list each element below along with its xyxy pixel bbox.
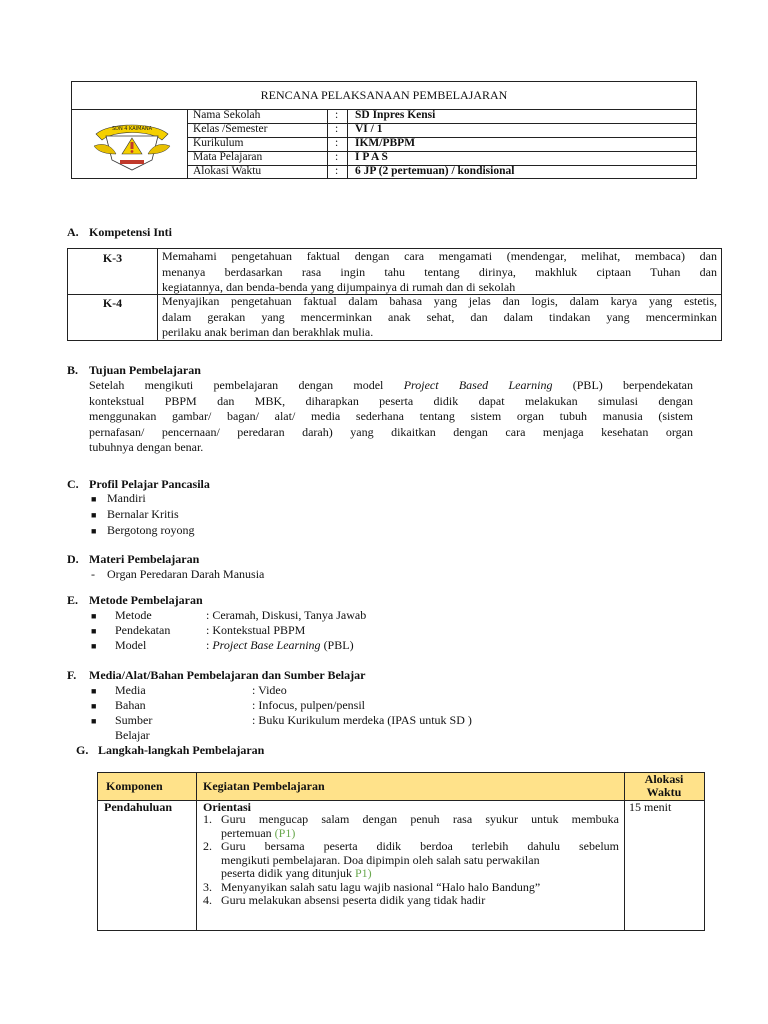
- materi-list: [91, 567, 264, 582]
- tujuan-line: [89, 378, 693, 394]
- info-label: Kelas /Semester: [193, 123, 268, 135]
- metode-label: Metode: [115, 608, 152, 622]
- pendekatan-value: : Kontekstual PBPM: [206, 623, 306, 637]
- step-text: peserta didik yang ditunjuk: [221, 866, 352, 880]
- tujuan-model-name: Project Based Learning: [403, 378, 553, 392]
- school-logo-icon: [90, 116, 174, 172]
- row-waktu-cell: 15 menit: [629, 800, 672, 814]
- section-title: Profil Pelajar Pancasila: [89, 477, 210, 491]
- section-letter: G.: [76, 743, 89, 757]
- step-text: mengikuti pembelajaran. Doa dipimpin oleh salah satu perwakilan: [221, 852, 540, 867]
- k4-code: K-4: [102, 296, 123, 310]
- media-value: : Video: [252, 683, 287, 697]
- info-row-time: [187, 165, 697, 179]
- section-title: Media/Alat/Bahan Pembelajaran dan Sumber Belajar: [89, 668, 366, 682]
- bullet-square-icon: ■: [91, 641, 97, 651]
- section-d-heading: [67, 552, 199, 567]
- profil-item-text: Mandiri: [107, 491, 146, 505]
- section-letter: F.: [67, 668, 77, 682]
- info-colon: :: [335, 151, 339, 163]
- stab-col-divider-1: [196, 773, 197, 930]
- k4-line: dalam gerakan yang mencerminkan anak sehat, dan dalam tindakan yang mencerminkan: [162, 309, 717, 324]
- bullet-square-icon: ■: [91, 494, 97, 504]
- section-letter: E.: [67, 593, 79, 607]
- k4-description: [162, 294, 717, 341]
- pendekatan-row: [91, 623, 306, 639]
- step-text: pertemuan: [221, 825, 272, 840]
- profil-item: [91, 523, 194, 539]
- bullet-square-icon: ■: [91, 701, 97, 711]
- section-title: Langkah-langkah Pembelajaran: [98, 743, 265, 757]
- info-value: SD Inpres Kensi: [355, 109, 436, 121]
- profil-item-text: Bernalar Kritis: [107, 507, 179, 521]
- kompetensi-table: [67, 248, 722, 341]
- section-title: Kompetensi Inti: [89, 225, 173, 239]
- section-a-heading: [67, 225, 172, 240]
- header-box: [71, 81, 697, 179]
- k3-line: menanya berdasarkan rasa ingin tahu tentang dirinya, makhluk ciptaan Tuhan dan: [162, 264, 717, 279]
- info-value: IKM/PBPM: [355, 137, 416, 149]
- metode-value: : Ceramah, Diskusi, Tanya Jawab: [206, 608, 367, 622]
- media-label: Media: [115, 683, 146, 697]
- k3-line: kegiatannya, dan benda-benda yang dijumpainya di rumah dan di sekolah: [162, 280, 516, 294]
- step-item: [203, 881, 619, 895]
- model-row: [91, 638, 354, 654]
- pendekatan-label: Pendekatan: [115, 623, 171, 637]
- profil-item: [91, 491, 194, 507]
- info-row-class: [187, 123, 697, 138]
- info-colon: :: [335, 123, 339, 135]
- materi-item-text: Organ Peredaran Darah Manusia: [107, 567, 265, 581]
- section-letter: C.: [67, 477, 79, 491]
- info-label: Nama Sekolah: [193, 109, 261, 121]
- section-b-heading: [67, 363, 201, 378]
- document-title: RENCANA PELAKSANAAN PEMBELAJARAN: [260, 88, 508, 102]
- tujuan-line: kontekstual PBPM dan MBK, diharapkan peserta didik dapat melakukan simulasi dengan: [89, 393, 693, 408]
- step-number: 1.: [203, 812, 212, 826]
- col-komponen-header: Komponen: [106, 779, 163, 793]
- profil-item-text: Bergotong royong: [107, 523, 195, 537]
- col-waktu-header-line: Alokasi: [644, 772, 684, 786]
- info-colon: :: [335, 165, 339, 177]
- row-kegiatan-heading: Orientasi: [203, 800, 251, 814]
- col-waktu-header: [624, 773, 704, 799]
- step-number: 2.: [203, 839, 212, 853]
- info-row-subject: [187, 151, 697, 166]
- sumber-value: : Buku Kurikulum merdeka (IPAS untuk SD ): [252, 713, 472, 727]
- section-g-heading: [76, 743, 264, 758]
- row-komponen-cell: Pendahuluan: [104, 800, 173, 814]
- step-item: [203, 894, 619, 908]
- section-title: Tujuan Pembelajaran: [89, 363, 201, 377]
- bullet-square-icon: ■: [91, 611, 97, 621]
- metode-list: [91, 608, 491, 656]
- tujuan-line: tubuhnya dengan benar.: [89, 440, 204, 454]
- model-colon: :: [206, 638, 210, 652]
- step-tag: P1): [354, 866, 372, 880]
- profil-list: [91, 491, 194, 539]
- col-kegiatan-header: Kegiatan Pembelajaran: [203, 779, 325, 793]
- bullet-square-icon: ■: [91, 686, 97, 696]
- step-item: [203, 813, 619, 840]
- section-title: Materi Pembelajaran: [89, 552, 200, 566]
- info-value: I P A S: [355, 151, 388, 163]
- sumber-row: [91, 713, 472, 742]
- profil-item: [91, 507, 194, 523]
- step-number: 3.: [203, 879, 212, 894]
- metode-row: [91, 608, 367, 624]
- col-waktu-header-line: Waktu: [646, 785, 682, 799]
- logo-text: SDN 4 KAIMANA: [111, 126, 153, 132]
- tujuan-line: pernafasan/ pencernaan/ peredaran darah) yang dikaitkan dengan cara menjaga kesehatan organ: [89, 424, 693, 439]
- k4-line: perilaku anak beriman dan berakhlak mulia.: [162, 325, 374, 339]
- step-text: Guru bersama peserta didik berdoa terlebih dahulu sebelum: [221, 839, 619, 853]
- langkah-table-header: [98, 773, 704, 801]
- section-f-heading: [67, 668, 365, 683]
- tujuan-line: menggunakan gambar/ bagan/ alat/ media sederhana tentang sistem organ tubuh manusia (sistem: [89, 409, 693, 423]
- k3-code: K-3: [102, 251, 123, 265]
- info-colon: :: [335, 137, 339, 149]
- info-row-curriculum: [187, 137, 697, 152]
- section-e-heading: [67, 593, 203, 608]
- info-label: Kurikulum: [193, 137, 244, 149]
- section-title: Metode Pembelajaran: [89, 593, 203, 607]
- section-letter: B.: [67, 363, 79, 377]
- section-letter: D.: [67, 552, 79, 566]
- materi-item: [91, 567, 264, 582]
- step-text: Menyanyikan salah satu lagu wajib nasional “Halo halo Bandung”: [221, 879, 541, 894]
- step-tag: (P1): [274, 825, 296, 840]
- model-value: [206, 638, 354, 653]
- step-item: [203, 840, 619, 881]
- bullet-square-icon: ■: [91, 716, 97, 726]
- section-letter: A.: [67, 225, 79, 239]
- media-list: [91, 683, 551, 742]
- sumber-label: Sumber Belajar: [115, 713, 153, 742]
- langkah-table: [97, 772, 705, 931]
- info-row-school: [187, 109, 697, 124]
- info-label: Mata Pelajaran: [193, 151, 263, 163]
- tujuan-text: Setelah mengikuti pembelajaran dengan model: [89, 378, 384, 392]
- tujuan-text: (PBL) berpendekatan: [572, 378, 694, 392]
- k3-line: Memahami pengetahuan faktual dengan cara mengamati (mendengar, melihat, membaca) dan: [162, 249, 717, 263]
- bullet-square-icon: ■: [91, 510, 97, 520]
- bahan-label: Bahan: [115, 698, 146, 712]
- step-number: 4.: [203, 893, 212, 907]
- school-info-table: [187, 109, 697, 179]
- info-value: VI / 1: [355, 123, 383, 135]
- k3-description: [162, 249, 717, 296]
- info-value: 6 JP (2 pertemuan) / kondisional: [355, 165, 515, 177]
- step-text: Guru mengucap salam dengan penuh rasa syukur untuk membuka: [221, 812, 619, 826]
- model-label: Model: [115, 638, 147, 652]
- info-label: Alokasi Waktu: [193, 165, 262, 177]
- info-colon: :: [335, 109, 339, 121]
- media-row: [91, 683, 287, 699]
- langkah-steps: [203, 813, 619, 908]
- k4-line: Menyajikan pengetahuan faktual dalam bahasa yang jelas dan logis, dalam karya yang estetis,: [162, 294, 717, 308]
- bullet-square-icon: ■: [91, 626, 97, 636]
- bahan-value: : Infocus, pulpen/pensil: [252, 698, 365, 712]
- bullet-square-icon: ■: [91, 526, 97, 536]
- bahan-row: [91, 698, 365, 714]
- model-name: Project Base Learning: [212, 638, 321, 652]
- model-abbrev: (PBL): [323, 638, 354, 652]
- bullet-dash-icon: -: [91, 567, 95, 581]
- tujuan-paragraph: [89, 378, 693, 456]
- section-c-heading: [67, 477, 210, 492]
- step-text: Guru melakukan absensi peserta didik yang tidak hadir: [221, 893, 486, 907]
